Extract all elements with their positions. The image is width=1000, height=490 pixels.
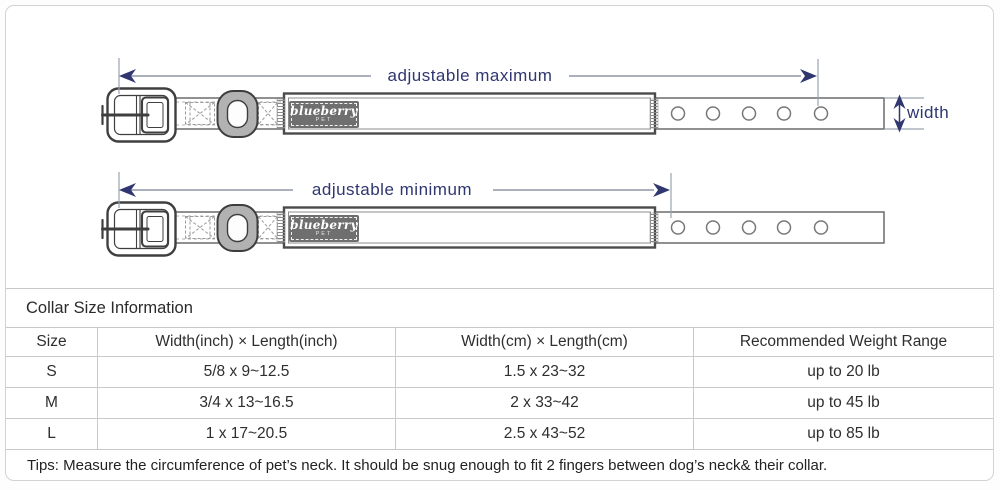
brand-name: blueberry <box>290 103 358 118</box>
cell-inch: 5/8 x 9~12.5 <box>97 357 395 387</box>
table-row-m <box>6 387 993 418</box>
brand-tag-top <box>289 101 359 128</box>
cell-weight: up to 20 lb <box>693 357 993 387</box>
header-inch: Width(inch) × Length(inch) <box>97 328 395 356</box>
cell-cm: 1.5 x 23~32 <box>395 357 693 387</box>
adjustable-maximum-label: adjustable maximum <box>387 66 553 85</box>
width-label: width <box>907 103 950 122</box>
arrowhead-right <box>653 183 670 197</box>
table-title: Collar Size Information <box>6 288 993 327</box>
cell-size: M <box>45 394 58 411</box>
product-info-panel <box>5 5 994 481</box>
cell-cm: 2 x 33~42 <box>395 388 693 418</box>
brand-name: blueberry <box>290 217 358 232</box>
collar-diagram <box>6 6 993 289</box>
table-header-row <box>6 327 993 356</box>
cell-inch: 1 x 17~20.5 <box>97 419 395 449</box>
size-table-section <box>6 288 993 481</box>
table-row-s <box>6 356 993 387</box>
collar-top <box>103 89 885 142</box>
brand-subtitle: PET <box>315 230 333 237</box>
header-cm: Width(cm) × Length(cm) <box>395 328 693 356</box>
cell-weight: up to 45 lb <box>693 388 993 418</box>
collar-bottom <box>103 203 885 256</box>
cell-cm: 2.5 x 43~52 <box>395 419 693 449</box>
arrowhead-right <box>800 69 817 83</box>
tips-note: Tips: Measure the circumference of pet’s neck. It should be snug enough to fit 2 fingers between dog’s neck& their collar. <box>6 449 993 481</box>
brand-tag-bottom <box>289 215 359 242</box>
adjustable-minimum-label: adjustable minimum <box>311 180 473 199</box>
cell-size: L <box>47 425 56 442</box>
table-row-l <box>6 418 993 449</box>
header-size: Size <box>36 333 67 350</box>
cell-inch: 3/4 x 13~16.5 <box>97 388 395 418</box>
cell-weight: up to 85 lb <box>693 419 993 449</box>
brand-subtitle: PET <box>315 116 333 123</box>
collar-line-art <box>6 6 993 289</box>
header-weight: Recommended Weight Range <box>693 328 993 356</box>
cell-size: S <box>46 363 57 380</box>
